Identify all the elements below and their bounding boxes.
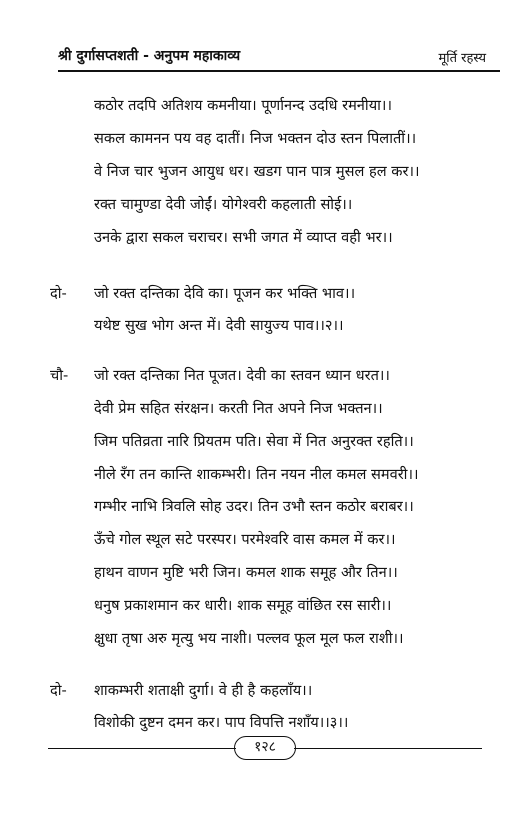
chaupai-line: जिम पतिव्रता नारि प्रियतम पति। सेवा में नित अनुरक्त रहति।।	[94, 433, 414, 450]
footer-divider-left	[48, 748, 236, 749]
book-title: श्री दुर्गासप्तशती - अनुपम महाकाव्य	[58, 48, 241, 64]
footer-divider-right	[294, 748, 482, 749]
doha-line: विशोकी दुष्टन दमन कर। पाप विपत्ति नशाँय।।३।।	[94, 714, 349, 731]
verse-line: रक्त चामुण्डा देवी जोईं। योगेश्वरी कहलाती सोई।।	[94, 196, 353, 213]
chaupai-line: क्षुधा तृषा अरु मृत्यु भय नाशी। पल्लव फूल मूल फल राशी।।	[94, 630, 404, 647]
chaupai-line: ऊँचे गोल स्थूल सटे परस्पर। परमेश्वरि वास कमल में कर।।	[94, 531, 396, 548]
doha-line: यथेष्ट सुख भोग अन्त में। देवी सायुज्य पाव।।२।।	[94, 317, 344, 334]
page-number: १२८	[234, 736, 296, 760]
verse-line: वे निज चार भुजन आयुध धर। खडग पान पात्र मुसल हल कर।।	[94, 163, 420, 180]
verse-line: उनके द्वारा सकल चराचर। सभी जगत में व्याप्त वही भर।।	[94, 229, 393, 246]
chaupai-marker: चौ-	[50, 367, 69, 384]
header-divider	[58, 70, 500, 72]
doha-line: शाकम्भरी शताक्षी दुर्गा। वे ही है कहलाँय।।	[94, 682, 313, 699]
chaupai-line: धनुष प्रकाशमान कर धारी। शाक समूह वांछित रस सारी।।	[94, 597, 392, 614]
chaupai-line: नीले रँग तन कान्ति शाकम्भरी। तिन नयन नील कमल समवरी।।	[94, 466, 419, 483]
chapter-title: मूर्ति रहस्य	[438, 51, 486, 66]
verse-line: कठोर तदपि अतिशय कमनीया। पूर्णानन्द उदधि रमनीया।।	[94, 97, 392, 114]
verse-line: सकल कामनन पय वह दातीं। निज भक्तन दोउ स्तन पिलातीं।।	[94, 130, 417, 147]
chaupai-line: हाथन वाणन मुष्टि भरी जिन। कमल शाक समूह और तिन।।	[94, 564, 398, 581]
doha-marker: दो-	[50, 285, 67, 302]
page-header	[58, 40, 500, 72]
chaupai-line: जो रक्त दन्तिका नित पूजत। देवी का स्तवन ध्यान धरत।।	[94, 367, 390, 384]
doha-marker: दो-	[50, 682, 67, 699]
doha-line: जो रक्त दन्तिका देवि का। पूजन कर भक्ति भाव।।	[94, 285, 356, 302]
chaupai-line: देवी प्रेम सहित संरक्षन। करती नित अपने निज भक्तन।।	[94, 400, 383, 417]
chaupai-line: गम्भीर नाभि त्रिवलि सोह उदर। तिन उभौ स्तन कठोर बराबर।।	[94, 498, 414, 515]
